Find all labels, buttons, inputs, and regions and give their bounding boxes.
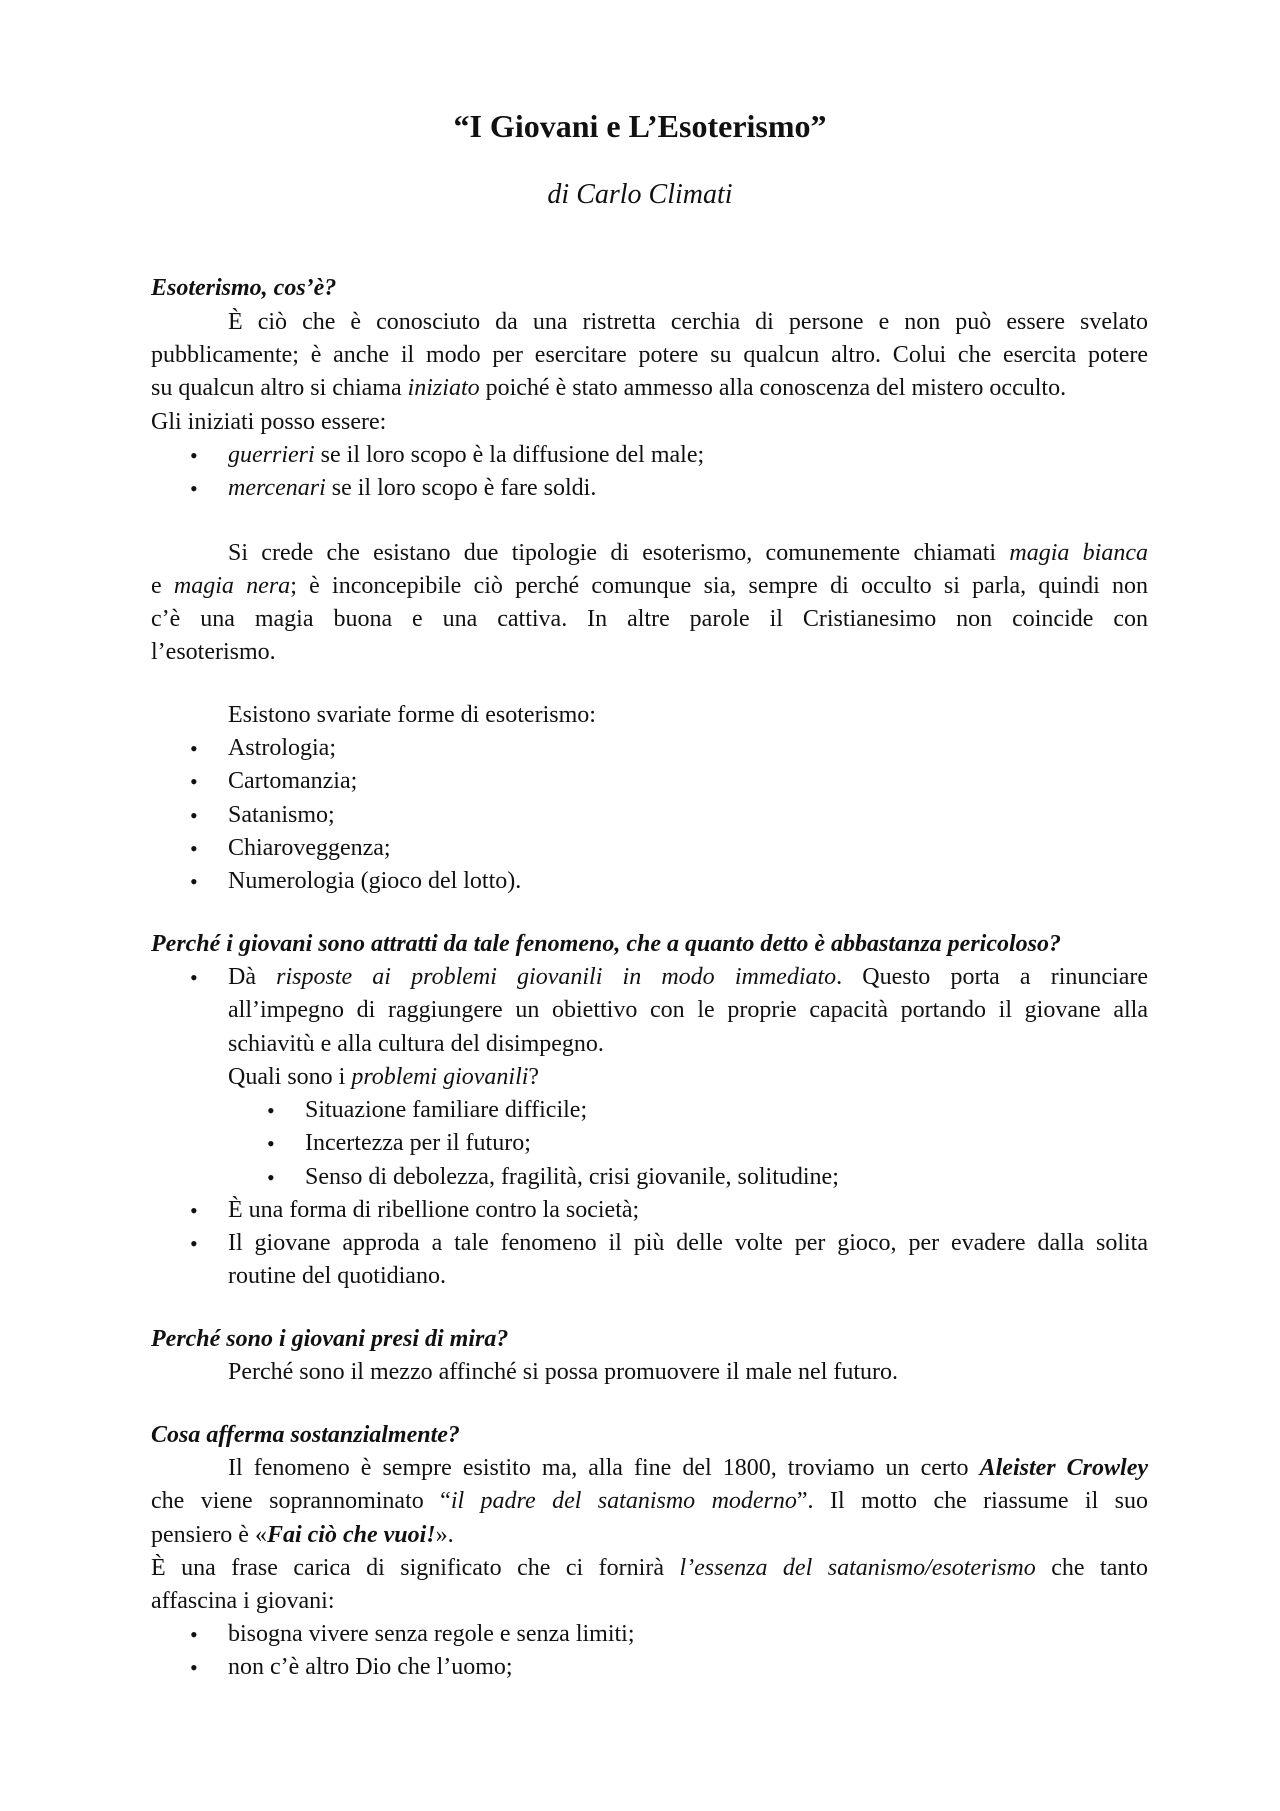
paragraph-line: Perché sono il mezzo affinché si possa promuovere il male nel futuro. [228,1359,899,1385]
list-item: Satanismo; [228,802,335,828]
paragraph-line: affascina i giovani: [151,1588,335,1614]
bullet-icon: • [190,443,198,468]
list-item: Chiaroveggenza; [228,835,391,861]
bullet-icon: • [190,1198,198,1223]
list-item: bisogna vivere senza regole e senza limiti; [228,1621,635,1647]
paragraph-line: c’è una magia buona e una cattiva. In altre parole il Cristianesimo non coincide con [151,606,1148,632]
document-author: di Carlo Climati [547,179,733,210]
bullet-icon: • [267,1098,275,1123]
list-item: Astrologia; [228,735,336,761]
bullet-icon: • [267,1131,275,1156]
list-item: È una forma di ribellione contro la società; [228,1197,640,1223]
bullet-icon: • [190,1622,198,1647]
list-item: Dà risposte ai problemi giovanili in modo immediato. Questo porta a rinunciare [228,964,1149,990]
document-title: “I Giovani e L’Esoterismo” [453,108,827,144]
list-item-line: schiavitù e alla cultura del disimpegno. [228,1031,604,1057]
paragraph-line: È una frase carica di significato che ci fornirà l’essenza del satanismo/esoterismo che tanto [151,1555,1149,1581]
list-item: Situazione familiare difficile; [305,1097,588,1123]
section-heading: Esoterismo, cos’è? [151,275,337,301]
paragraph-line: Il fenomeno è sempre esistito ma, alla fine del 1800, troviamo un certo Aleister Crowley [228,1455,1148,1481]
section-heading: Perché i giovani sono attratti da tale fenomeno, che a quanto detto è abbastanza pericoloso? [151,931,1061,957]
list-item-line: all’impegno di raggiungere un obiettivo con le proprie capacità portando il giovane alla [228,997,1148,1023]
bullet-icon: • [190,736,198,761]
list-item: Senso di debolezza, fragilità, crisi giovanile, solitudine; [305,1164,839,1190]
paragraph-line: Gli iniziati posso essere: [151,409,387,435]
list-item: guerrieri se il loro scopo è la diffusione del male; [228,442,705,468]
bullet-icon: • [190,965,198,990]
section-heading: Perché sono i giovani presi di mira? [151,1326,509,1352]
list-item-line: routine del quotidiano. [228,1263,446,1289]
list-item: Cartomanzia; [228,768,358,794]
bullet-icon: • [190,869,198,894]
paragraph-line: l’esoterismo. [151,639,276,665]
paragraph-line: Esistono svariate forme di esoterismo: [228,702,596,728]
paragraph-line: Si crede che esistano due tipologie di esoterismo, comunemente chiamati magia bianca [228,540,1148,566]
paragraph-line: pensiero è «Fai ciò che vuoi!». [151,1522,454,1548]
paragraph-line: È ciò che è conosciuto da una ristretta cerchia di persone e non può essere svelato [228,309,1148,335]
bullet-icon: • [190,1655,198,1680]
bullet-icon: • [190,1231,198,1256]
bullet-icon: • [190,476,198,501]
bullet-icon: • [267,1165,275,1190]
paragraph-line: e magia nera; è inconcepibile ciò perché comunque sia, sempre di occulto si parla, quindi non [151,573,1148,599]
list-item: Incertezza per il futuro; [305,1130,531,1156]
list-item-line: Quali sono i problemi giovanili? [228,1064,540,1090]
list-item: mercenari se il loro scopo è fare soldi. [228,475,597,501]
list-item: non c’è altro Dio che l’uomo; [228,1654,513,1680]
list-item: Numerologia (gioco del lotto). [228,868,522,894]
paragraph-line: su qualcun altro si chiama iniziato poiché è stato ammesso alla conoscenza del mistero occulto. [151,375,1067,401]
bullet-icon: • [190,803,198,828]
bullet-icon: • [190,769,198,794]
paragraph-line: che viene soprannominato “il padre del satanismo moderno”. Il motto che riassume il suo [151,1488,1148,1514]
section-heading: Cosa afferma sostanzialmente? [151,1422,460,1448]
list-item: Il giovane approda a tale fenomeno il più delle volte per gioco, per evadere dalla solita [228,1230,1148,1256]
paragraph-line: pubblicamente; è anche il modo per esercitare potere su qualcun altro. Colui che esercita potere [151,342,1148,368]
bullet-icon: • [190,836,198,861]
